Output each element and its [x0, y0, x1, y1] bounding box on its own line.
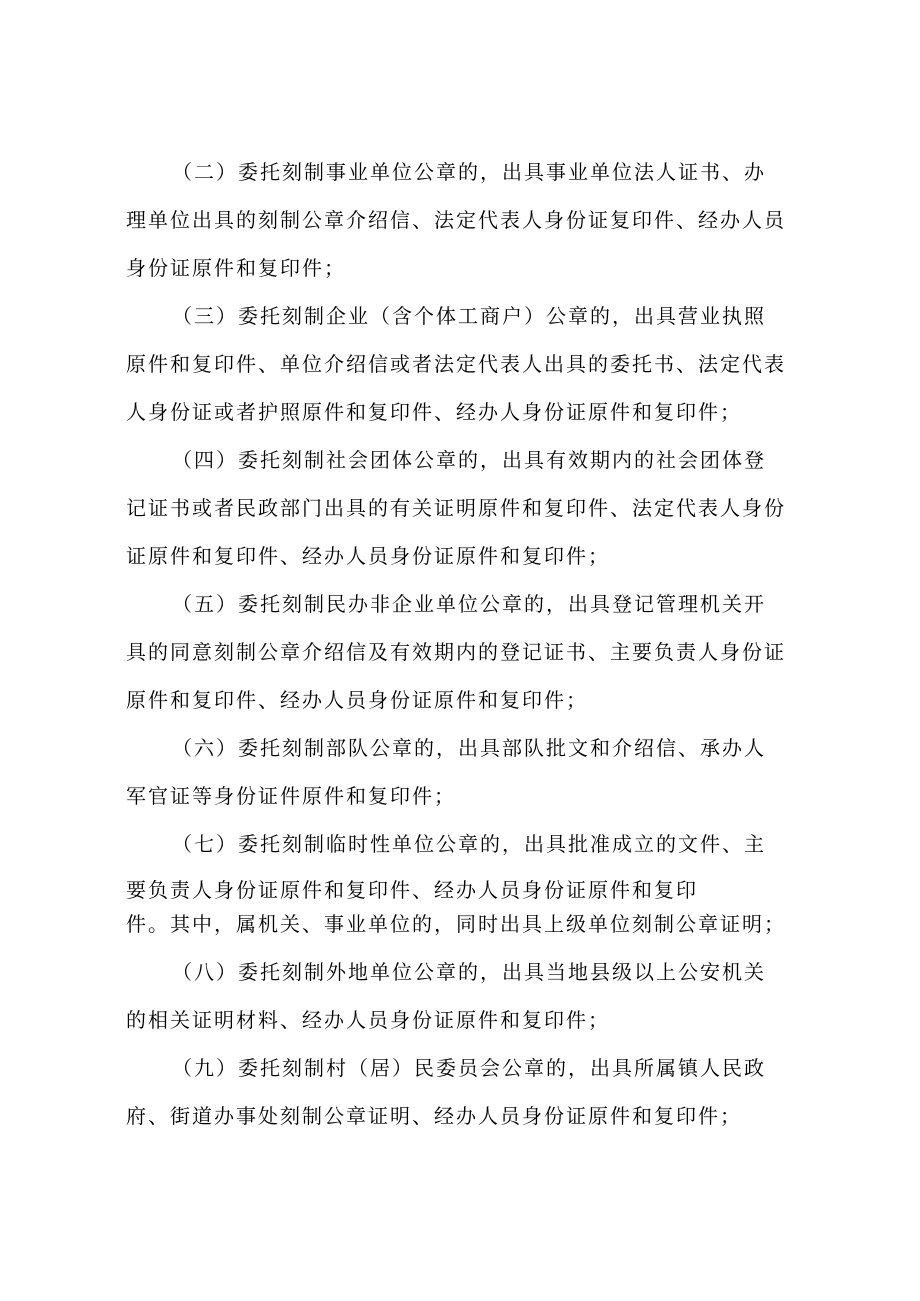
- text-line: 的相关证明材料、经办人员身份证原件和复印件；: [126, 1008, 610, 1032]
- text-line: 人身份证或者护照原件和复印件、经办人身份证原件和复印件；: [126, 400, 742, 424]
- text-line: 具的同意刻制公章介绍信及有效期内的登记证书、主要负责人身份证: [126, 640, 786, 664]
- text-line: （六）委托刻制部队公章的，出具部队批文和介绍信、承办人: [172, 736, 766, 760]
- text-line: 府、街道办事处刻制公章证明、经办人员身份证原件和复印件；: [126, 1104, 742, 1128]
- text-line: （八）委托刻制外地单位公章的，出具当地县级以上公安机关: [172, 960, 766, 984]
- text-line: （三）委托刻制企业（含个体工商户）公章的，出具营业执照: [172, 304, 766, 328]
- text-line: 军官证等身份证件原件和复印件；: [126, 784, 456, 808]
- text-line: 身份证原件和复印件；: [126, 256, 346, 280]
- text-line: 要负责人身份证原件和复印件、经办人员身份证原件和复印: [126, 878, 698, 902]
- text-line: （五）委托刻制民办非企业单位公章的，出具登记管理机关开: [172, 592, 766, 616]
- text-line: （四）委托刻制社会团体公章的，出具有效期内的社会团体登: [172, 448, 766, 472]
- text-line: （七）委托刻制临时性单位公章的，出具批准成立的文件、主: [172, 832, 766, 856]
- text-line: 记证书或者民政部门出具的有关证明原件和复印件、法定代表人身份: [126, 496, 786, 520]
- text-line: （二）委托刻制事业单位公章的，出具事业单位法人证书、办: [172, 160, 766, 184]
- text-line: 原件和复印件、单位介绍信或者法定代表人出具的委托书、法定代表: [126, 352, 786, 376]
- text-line: 原件和复印件、经办人员身份证原件和复印件；: [126, 688, 588, 712]
- text-line: （九）委托刻制村（居）民委员会公章的，出具所属镇人民政: [172, 1056, 766, 1080]
- text-line: 证原件和复印件、经办人员身份证原件和复印件；: [126, 544, 610, 568]
- text-line: 理单位出具的刻制公章介绍信、法定代表人身份证复印件、经办人员: [126, 208, 786, 232]
- text-line: 件。其中，属机关、事业单位的，同时出具上级单位刻制公章证明；: [126, 912, 786, 936]
